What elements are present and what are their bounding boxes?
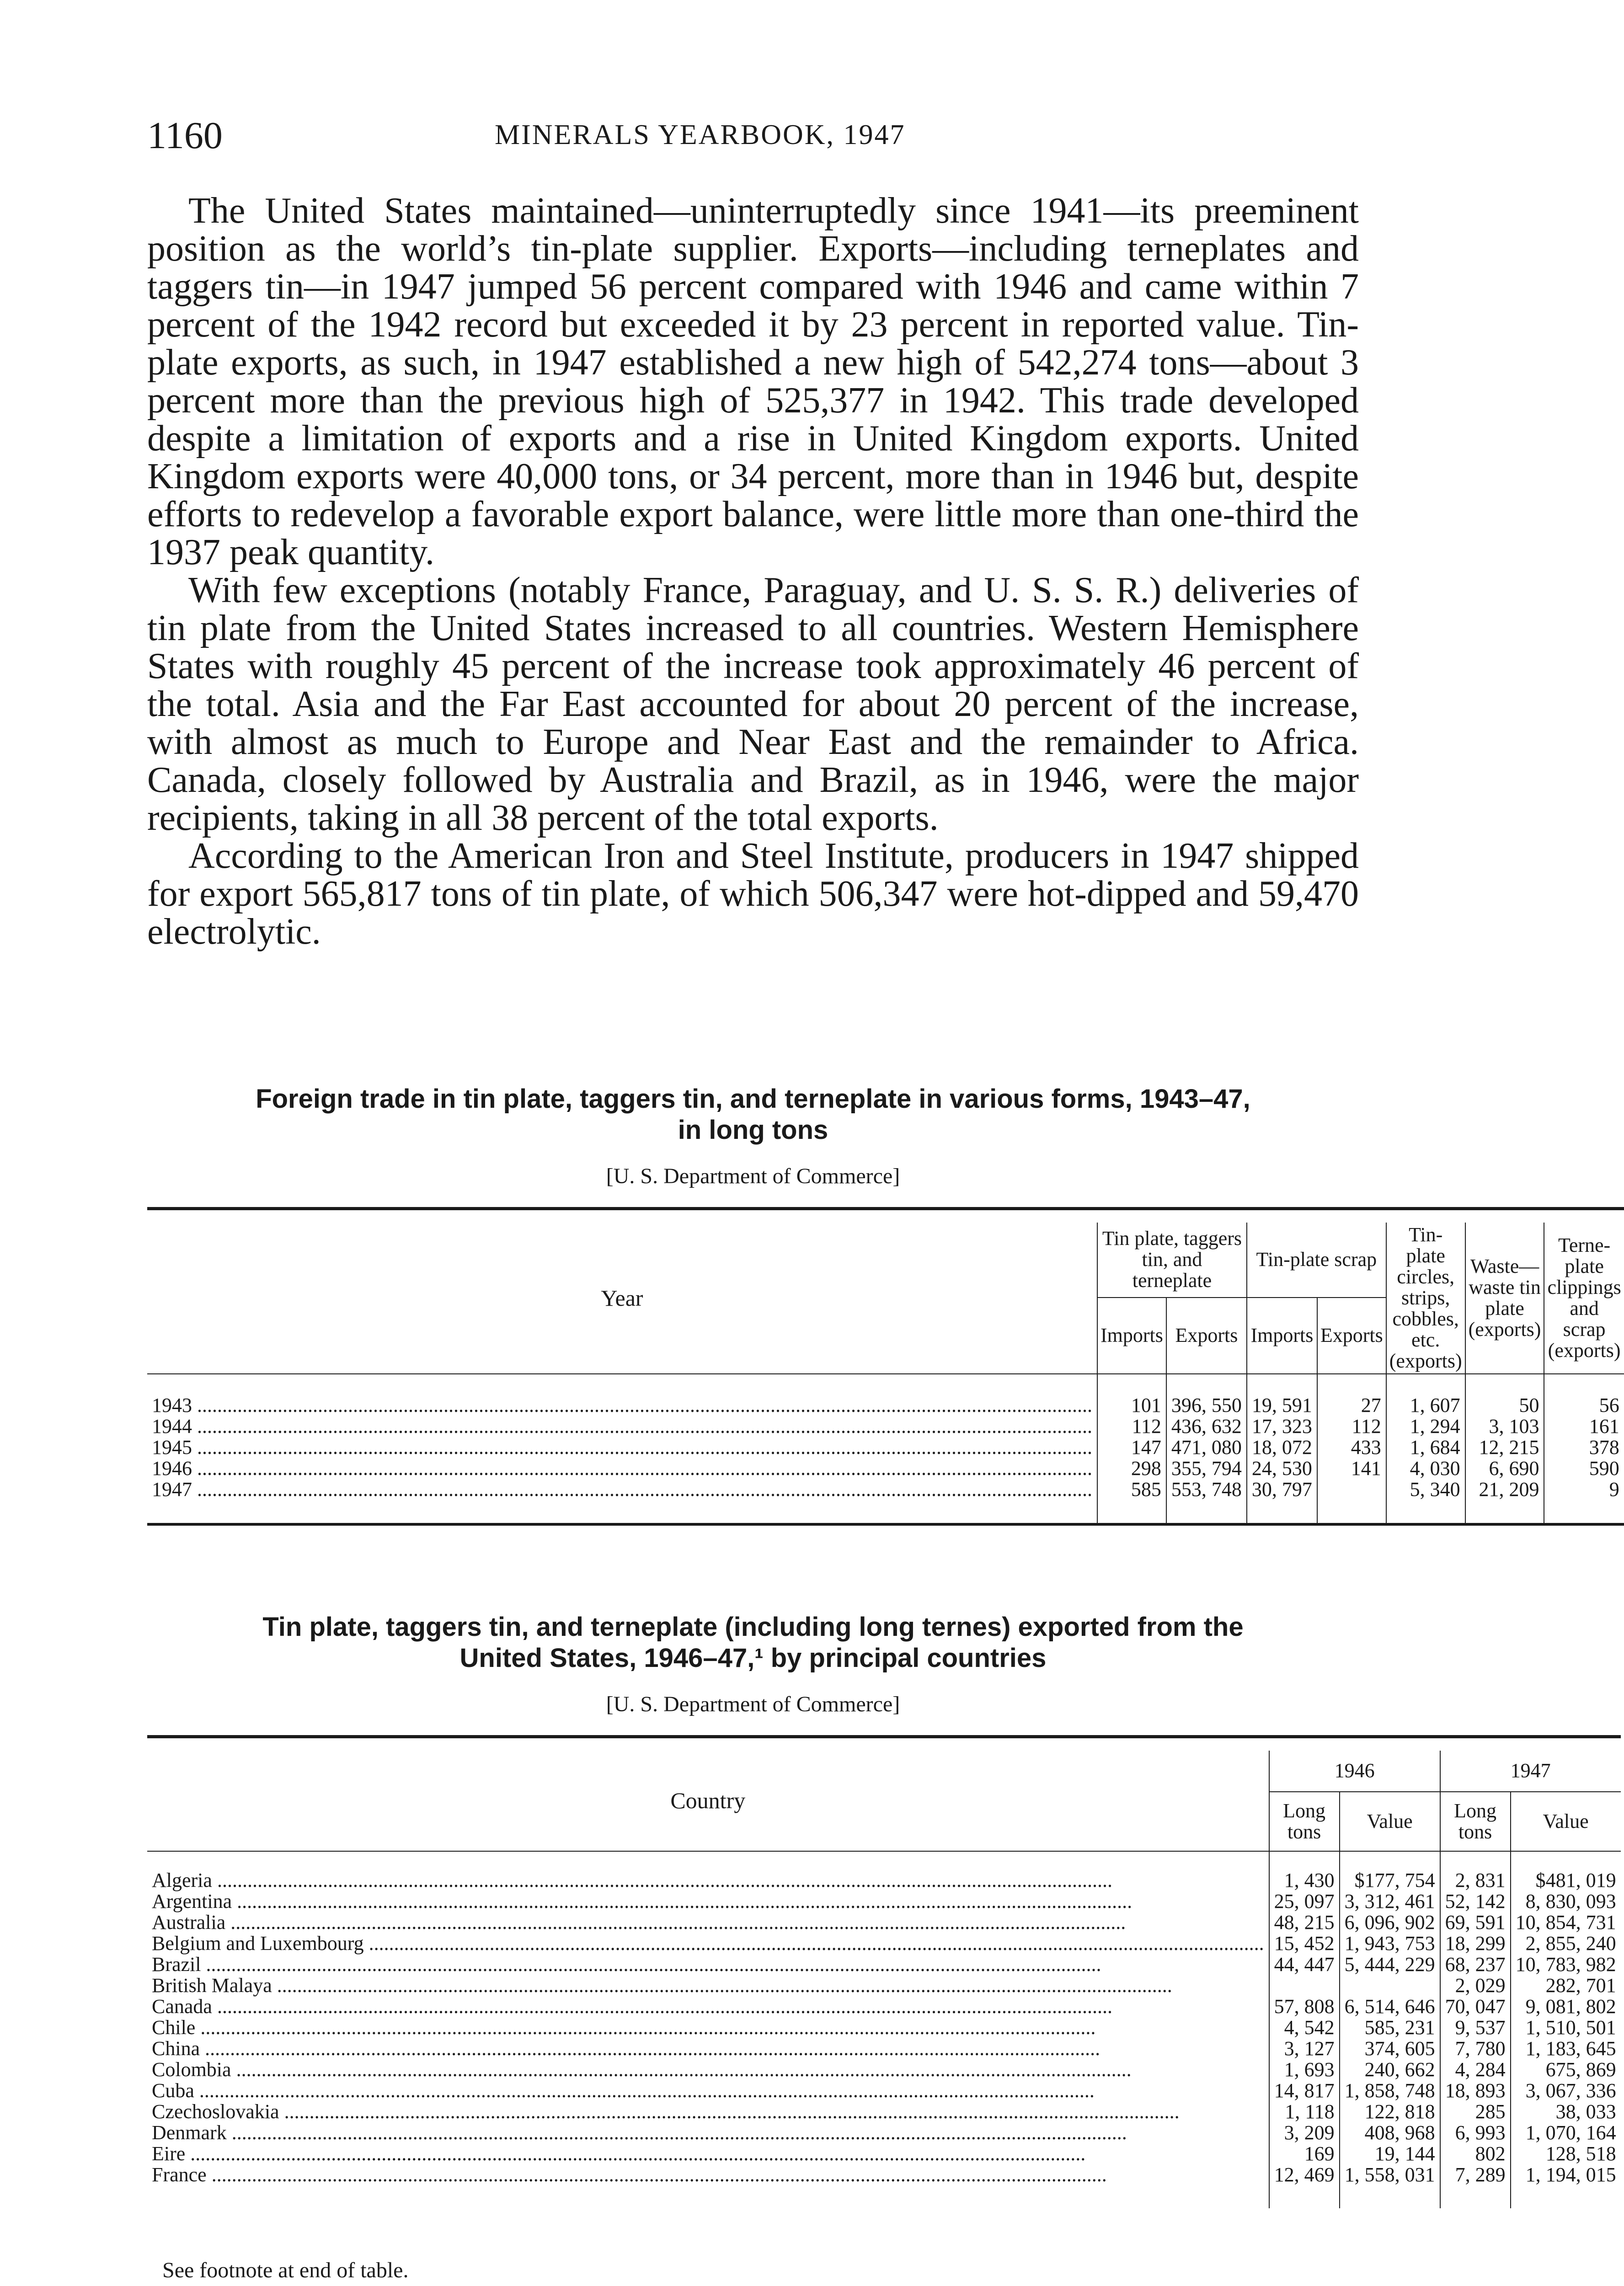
cell-value: 24, 530	[1247, 1458, 1317, 1479]
table2-title-line1: Tin plate, taggers tin, and terneplate (including long ternes) exported from the	[262, 1612, 1244, 1642]
cell-value: 30, 797	[1247, 1479, 1317, 1524]
cell-value	[1269, 1975, 1340, 1996]
table-row	[147, 1996, 1621, 2017]
col-year-1946: 1946	[1269, 1751, 1440, 1792]
cell-value: 161	[1589, 1415, 1619, 1437]
cell-value: 112	[1097, 1416, 1166, 1437]
row-label: 1946 .....	[147, 1458, 1097, 1479]
row-label: Czechoslovakia .....	[147, 2101, 1269, 2122]
col-group-tinplate: Tin plate, taggers tin, and terneplate	[1097, 1223, 1247, 1298]
cell-value: 553, 748	[1166, 1479, 1247, 1524]
table1	[147, 1207, 1624, 1526]
cell-value: 240, 662	[1340, 2059, 1440, 2080]
table-row	[147, 2059, 1621, 2080]
cell-value: 12, 215	[1465, 1437, 1544, 1458]
cell-value: 2, 831	[1440, 1851, 1511, 1891]
cell-value: 1, 194, 015	[1525, 2163, 1616, 2186]
cell-value: 18, 299	[1440, 1933, 1511, 1954]
cell-value: 15, 452	[1269, 1933, 1340, 1954]
cell-value: 69, 591	[1440, 1912, 1511, 1933]
cell-value: 19, 144	[1340, 2143, 1440, 2164]
cell-value: 1, 607	[1386, 1374, 1465, 1416]
table-row	[147, 1975, 1621, 1996]
cell-value: 1, 118	[1269, 2101, 1340, 2122]
table-row	[147, 2080, 1621, 2101]
cell-value: 52, 142	[1440, 1891, 1511, 1912]
cell-value: $481, 019	[1535, 1869, 1616, 1891]
col-country: Country	[147, 1751, 1269, 1851]
col-waste: Waste—waste tin plate (exports)	[1465, 1223, 1544, 1374]
cell-value: 5, 340	[1386, 1479, 1465, 1524]
table1-source: [U. S. Department of Commerce]	[606, 1164, 900, 1188]
table-row	[147, 1933, 1621, 1954]
col-long-tons-1947: Long tons	[1440, 1792, 1511, 1851]
cell-value: 408, 968	[1340, 2122, 1440, 2143]
row-label: Algeria .....	[147, 1851, 1269, 1891]
table-row	[147, 2122, 1621, 2143]
cell-value: 5, 444, 229	[1340, 1954, 1440, 1975]
cell-value: 4, 030	[1386, 1458, 1465, 1479]
cell-value: 585, 231	[1340, 2017, 1440, 2038]
row-label: France .....	[147, 2164, 1269, 2208]
col-scrap-exports: Exports	[1317, 1298, 1386, 1373]
cell-value: 6, 096, 902	[1340, 1912, 1440, 1933]
cell-value: 12, 469	[1269, 2164, 1340, 2208]
cell-value: 1, 558, 031	[1340, 2164, 1440, 2208]
row-label: Brazil .....	[147, 1954, 1269, 1975]
table2-title-line2: United States, 1946–47,¹ by principal countries	[459, 1643, 1047, 1673]
cell-value: 1, 070, 164	[1525, 2121, 1616, 2144]
cell-value: 1, 183, 645	[1525, 2037, 1616, 2060]
cell-value: 2, 855, 240	[1525, 1932, 1616, 1955]
table-row	[147, 2164, 1621, 2208]
cell-value: 6, 690	[1465, 1458, 1544, 1479]
cell-value: 7, 289	[1440, 2164, 1511, 2208]
row-label: Canada .....	[147, 1996, 1269, 2017]
cell-value: 471, 080	[1166, 1437, 1247, 1458]
cell-value: 6, 514, 646	[1340, 1996, 1440, 2017]
col-value-1947: Value	[1543, 1810, 1589, 1832]
cell-value	[1340, 1975, 1440, 1996]
cell-value: 585	[1097, 1479, 1166, 1524]
table-row	[147, 1851, 1621, 1891]
cell-value: 101	[1097, 1374, 1166, 1416]
cell-value: 68, 237	[1440, 1954, 1511, 1975]
cell-value: 70, 047	[1440, 1996, 1511, 2017]
col-circles: Tin-plate circles, strips, cobbles, etc. (exports)	[1386, 1223, 1465, 1374]
row-label: 1943 .....	[147, 1374, 1097, 1416]
cell-value: 590	[1589, 1457, 1619, 1479]
cell-value: 21, 209	[1465, 1479, 1544, 1524]
cell-value: 298	[1097, 1458, 1166, 1479]
cell-value: 433	[1317, 1437, 1386, 1458]
cell-value: 396, 550	[1166, 1374, 1247, 1416]
cell-value: 4, 284	[1440, 2059, 1511, 2080]
cell-value: 9, 081, 802	[1525, 1995, 1616, 2018]
cell-value: 4, 542	[1269, 2017, 1340, 2038]
row-label: Denmark .....	[147, 2122, 1269, 2143]
cell-value: 675, 869	[1545, 2058, 1616, 2081]
table2-title	[147, 1612, 1359, 1674]
cell-value: 3, 067, 336	[1525, 2079, 1616, 2102]
cell-value: 10, 854, 731	[1515, 1911, 1616, 1933]
table-row	[147, 2143, 1621, 2164]
table-row	[147, 1479, 1624, 1524]
table2	[147, 1735, 1621, 2208]
paragraph: With few exceptions (notably France, Paraguay, and U. S. S. R.) deliveries of tin plate from the United States increased to all countries. Western Hemisphere States with roughly 45 percent of the increase took approximately 46 percent of the total. Asia and the Far East accounted for about 20 percent of the increase, with almost as much to Europe and Near East and the remainder to Africa. Canada, closely followed by Australia and Brazil, as in 1946, were the major recipients, taking in all 38 percent of the total exports.	[147, 570, 1359, 838]
col-value-1946: Value	[1340, 1792, 1440, 1851]
table2-source: [U. S. Department of Commerce]	[606, 1692, 900, 1716]
cell-value: 18, 072	[1247, 1437, 1317, 1458]
cell-value: 18, 893	[1440, 2080, 1511, 2101]
cell-value: 282, 701	[1545, 1974, 1616, 1997]
col-scrap-imports: Imports	[1247, 1298, 1317, 1373]
row-label: Argentina .....	[147, 1891, 1269, 1912]
table1-title-line1: Foreign trade in tin plate, taggers tin, and terneplate in various forms, 1943–47,	[256, 1084, 1250, 1114]
cell-value: 147	[1097, 1437, 1166, 1458]
table-row	[147, 1437, 1624, 1458]
cell-value: $177, 754	[1340, 1851, 1440, 1891]
table-row	[147, 2038, 1621, 2059]
row-label: Colombia .....	[147, 2059, 1269, 2080]
cell-value: 285	[1440, 2101, 1511, 2122]
cell-value: 9, 537	[1440, 2017, 1511, 2038]
cell-value: 122, 818	[1340, 2101, 1440, 2122]
cell-value: 374, 605	[1340, 2038, 1440, 2059]
row-label: 1947 .....	[147, 1479, 1097, 1524]
cell-value: 112	[1317, 1416, 1386, 1437]
row-label: Belgium and Luxembourg .....	[147, 1933, 1269, 1954]
cell-value: 1, 684	[1386, 1437, 1465, 1458]
cell-value: 3, 209	[1269, 2122, 1340, 2143]
col-year: Year	[147, 1223, 1097, 1374]
body-text	[147, 192, 1359, 951]
row-label: 1945 .....	[147, 1437, 1097, 1458]
cell-value: 44, 447	[1269, 1954, 1340, 1975]
table1-title-line2: in long tons	[678, 1115, 828, 1145]
page-header	[147, 113, 1359, 155]
cell-value: 802	[1440, 2143, 1511, 2164]
cell-value: 128, 518	[1545, 2142, 1616, 2165]
table-row	[147, 1416, 1624, 1437]
cell-value: 141	[1317, 1458, 1386, 1479]
cell-value: 19, 591	[1247, 1374, 1317, 1416]
cell-value: 378	[1589, 1436, 1619, 1458]
cell-value: 3, 312, 461	[1340, 1891, 1440, 1912]
cell-value: 3, 103	[1465, 1416, 1544, 1437]
cell-value: 10, 783, 982	[1515, 1953, 1616, 1976]
col-group-scrap: Tin-plate scrap	[1247, 1223, 1386, 1298]
paragraph: The United States maintained—uninterruptedly since 1941—its preeminent position as the world’s tin-plate supplier. Exports—including terneplates and taggers tin—in 1947 jumped 56 percent compared with 1946 and came within 7 percent of the 1942 record but exceeded it by 23 percent in reported value. Tin-plate exports, as such, in 1947 established a new high of 542,274 tons—about 3 percent more than the previous high of 525,377 in 1942. This trade developed despite a limitation of exports and a rise in United Kingdom exports. United Kingdom exports were 40,000 tons, or 34 percent, more than in 1946 but, despite efforts to redevelop a favorable export balance, were little more than one-third the 1937 peak quantity.	[147, 191, 1359, 572]
table-row	[147, 1891, 1621, 1912]
cell-value: 355, 794	[1166, 1458, 1247, 1479]
cell-value: 8, 830, 093	[1525, 1890, 1616, 1912]
col-long-tons-1946: Long tons	[1269, 1792, 1340, 1851]
row-label: Eire .....	[147, 2143, 1269, 2164]
cell-value	[1317, 1479, 1386, 1524]
table-row	[147, 2101, 1621, 2122]
cell-value: 27	[1317, 1374, 1386, 1416]
col-year-1947: 1947	[1440, 1751, 1621, 1792]
row-label: China .....	[147, 2038, 1269, 2059]
cell-value: 1, 943, 753	[1340, 1933, 1440, 1954]
table-row	[147, 1374, 1624, 1416]
cell-value: 57, 808	[1269, 1996, 1340, 2017]
cell-value: 14, 817	[1269, 2080, 1340, 2101]
row-label: British Malaya .....	[147, 1975, 1269, 1996]
row-label: 1944 .....	[147, 1416, 1097, 1437]
col-exports: Exports	[1166, 1298, 1247, 1373]
col-imports: Imports	[1097, 1298, 1166, 1373]
cell-value: 1, 430	[1269, 1851, 1340, 1891]
cell-value: 50	[1465, 1374, 1544, 1416]
cell-value: 169	[1269, 2143, 1340, 2164]
table-row	[147, 1954, 1621, 1975]
cell-value: 1, 693	[1269, 2059, 1340, 2080]
table1-title	[147, 1084, 1359, 1146]
page-number: 1160	[147, 114, 223, 157]
cell-value: 25, 097	[1269, 1891, 1340, 1912]
cell-value: 1, 510, 501	[1525, 2016, 1616, 2039]
cell-value: 1, 294	[1386, 1416, 1465, 1437]
cell-value: 7, 780	[1440, 2038, 1511, 2059]
table-row	[147, 1458, 1624, 1479]
row-label: Australia .....	[147, 1912, 1269, 1933]
row-label: Cuba .....	[147, 2080, 1269, 2101]
row-label: Chile .....	[147, 2017, 1269, 2038]
paragraph: According to the American Iron and Steel Institute, producers in 1947 shipped for export 565,817 tons of tin plate, of which 506,347 were hot-dipped and 59,470 electrolytic.	[147, 836, 1359, 952]
footnote: See footnote at end of table.	[162, 2258, 409, 2282]
cell-value: 1, 858, 748	[1340, 2080, 1440, 2101]
cell-value: 48, 215	[1269, 1912, 1340, 1933]
running-head: MINERALS YEARBOOK, 1947	[495, 119, 906, 150]
cell-value: 436, 632	[1166, 1416, 1247, 1437]
cell-value: 3, 127	[1269, 2038, 1340, 2059]
cell-value: 38, 033	[1555, 2100, 1616, 2123]
cell-value: 17, 323	[1247, 1416, 1317, 1437]
cell-value: 6, 993	[1440, 2122, 1511, 2143]
cell-value: 9	[1609, 1478, 1619, 1501]
cell-value: 2, 029	[1440, 1975, 1511, 1996]
table-row	[147, 1912, 1621, 1933]
table-row	[147, 2017, 1621, 2038]
col-terne: Terne-plate clippings and scrap (exports)	[1547, 1234, 1621, 1362]
cell-value: 56	[1599, 1394, 1619, 1416]
